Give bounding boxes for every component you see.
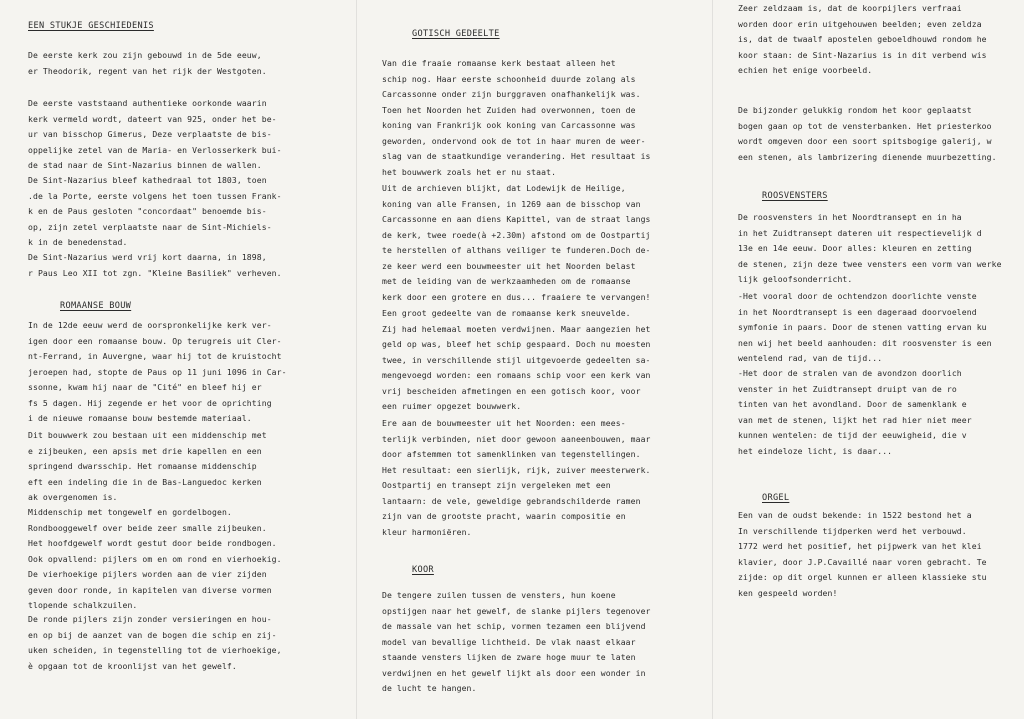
text-line: wentelend rad, van de tijd... [738,353,883,363]
text-line: k in de benedenstad. [28,237,128,247]
text-line: Middenschip met tongewelf en gordelbogen. [28,507,232,517]
text-line: bogen gaan op tot de vensterbanken. Het priesterkoo [738,120,992,131]
text-line: in het Noordtransept is een dageraad doorvoelend [738,306,977,317]
text-line: De tengere zuilen tussen de vensters, hun koene [382,590,616,600]
column-right [738,0,1024,719]
page-fold-1 [356,0,357,719]
text-line: schip nog. Haar eerste schoonheid duurde zolang als [382,73,636,84]
paragraph [28,612,282,674]
text-line: Rondbooggewelf over beide zeer smalle zijbeuken. [28,522,267,533]
text-line: model van bevallige lichtheid. De vlak naast elkaar [382,636,636,647]
text-line: ze keer werd een bouwmeester uit het Noorden belast [382,260,636,271]
text-line: In de 12de eeuw werd de oorspronkelijke kerk ver- [28,320,272,330]
text-line: .de la Porte, eerste volgens het toen tussen Frank- [28,190,282,201]
text-line: staande vensters lijken de zware hoge muur te laten [382,652,636,662]
text-line: het eindeloze licht, is daar... [738,445,893,456]
paragraph [382,306,651,415]
paragraph [382,416,651,478]
text-line: De Sint-Nazarius bleef kathedraal tot 1803, toen [28,175,267,185]
text-line: door afstemmen tot samenklinken van tegenstellingen. [382,449,641,459]
text-line: De eerste vaststaand authentieke oorkonde waarin [28,98,267,108]
text-line: geld op was, bleef het schip gespaard. Doch nu moesten [382,339,651,349]
heading-romaanse-bouw: ROMAANSE BOUW [60,301,132,311]
text-line: zijn van de grootste pracht, waarin compositie en [382,511,626,521]
heading-koor: KOOR [412,565,434,575]
text-line: koning van alle Fransen, in 1269 aan de bisschop van [382,198,641,209]
text-line: opstijgen naar het gewelf, de slanke pijlers tegenover [382,605,651,616]
text-line: nt-Ferrand, in Auvergne, waar hij tot de kruistocht [28,351,282,361]
paragraph [738,210,1002,288]
text-line: het bouwwerk zoals het er nu staat. [382,166,557,177]
text-line: geven door ronde, in kapitelen van diverse vormen [28,584,272,595]
paragraph [738,103,997,165]
text-line: ak overgenomen is. [28,492,118,502]
text-line: de kerk, twee roede(à +2.30m) afstond om de Oostpartij [382,229,651,240]
text-line: ssonne, kwam hij naar de "Cité" en bleef hij er [28,382,262,392]
text-line: en op bij de aanzet van de bogen die schip en zij- [28,629,277,640]
text-line: de stenen, zijn deze twee vensters een vorm van werke [738,258,1002,269]
text-line: -Het vooral door de ochtendzon doorlichte venste [738,291,977,301]
paragraph [382,588,651,697]
text-line: de lucht te hangen. [382,683,477,693]
text-line: oppelijke zetel van de Maria- en Verlosserkerk bui- [28,144,282,155]
text-line: in het Zuidtransept dateren uit respectievelijk d [738,227,982,238]
text-line: fs 5 dagen. Hij zegende er het voor de oprichting [28,397,272,408]
text-line: Het resultaat: een sierlijk, rijk, zuiver meesterwerk. [382,464,651,475]
paragraph [382,181,651,305]
text-line: i de nieuwe romaanse bouw bestemde materiaal. [28,413,252,423]
text-line: een stenen, als lambrizering dienende muurbezetting. [738,151,997,162]
paragraph [738,289,992,367]
paragraph [738,508,987,601]
text-line: lantaarn: de vele, geweldige gebrandschilderde ramen [382,495,641,506]
text-line: Ook opvallend: pijlers om en om rond en vierhoekig. [28,553,282,564]
heading-geschiedenis: EEN STUKJE GESCHIEDENIS [28,21,154,31]
text-line: venster in het Zuidtransept druipt van de ro [738,383,957,394]
text-line: ur van bisschop Gimerus, Deze verplaatste de bis- [28,129,272,139]
paragraph [382,478,641,540]
text-line: wordt omgeven door een soort spitsbogige galerij, w [738,136,992,146]
text-line: De roosvensters in het Noordtransept en in ha [738,212,962,222]
paragraph [28,428,267,506]
text-line: met de leiding van de werkzaamheden om de romaanse [382,276,631,286]
text-line: k en de Paus gesloten "concordaat" benoemde bis- [28,206,267,216]
text-line: Carcassonne en aan diens Kapittel, van de straat langs [382,214,651,224]
text-line: kunnen wentelen: de tijd der eeuwigheid, die v [738,430,967,440]
paragraph [28,505,282,614]
text-line: de stad naar de Sint-Nazarius binnen de wallen. [28,160,262,170]
text-line: è opgaan tot de kroonlijst van het gewelf. [28,660,237,671]
text-line: Toen het Noorden het Zuiden had overwonnen, toen de [382,104,636,115]
column-left [28,0,328,719]
text-line: Ere aan de bouwmeester uit het Noorden: een mees- [382,418,626,428]
text-line: Een van de oudst bekende: in 1522 bestond het a [738,510,972,520]
text-line: Het hoofdgewelf wordt gestut door beide rondbogen. [28,538,277,548]
heading-roosvensters: ROOSVENSTERS [762,191,828,201]
text-line: eft een indeling die in de Bas-Languedoc kerken [28,476,262,487]
text-line: koor staan: de Sint-Nazarius is in dit verbend wis [738,49,987,60]
text-line: De eerste kerk zou zijn gebouwd in de 5de eeuw, [28,50,262,60]
paragraph [382,56,651,180]
text-line: 13e en 14e eeuw. Door alles: kleuren en zetting [738,243,972,253]
text-line: op, zijn zetel verplaatste naar de Sint-Michiels- [28,221,272,232]
paragraph [738,366,972,459]
text-line: symfonie in paars. Door de stenen vatting ervan ku [738,322,987,332]
text-line: koning van Frankrijk ook koning van Carcassonne was [382,120,636,130]
text-line: e zijbeuken, een apsis met drie kapellen en een [28,445,262,456]
text-line: -Het door de stralen van de avondzon doorlich [738,368,962,378]
text-line: springend dwarsschip. Het romaanse middenschip [28,461,257,471]
text-line: Uit de archieven blijkt, dat Lodewijk de Heilige, [382,183,626,193]
paragraph [738,1,987,79]
text-line: In verschillende tijdperken werd het verbouwd. [738,525,967,536]
text-line: nen wij het beeld aanhouden: dit roosvenster is een [738,337,992,348]
text-line: De ronde pijlers zijn zonder versieringen en hou- [28,614,272,624]
heading-orgel: ORGEL [762,493,790,503]
text-line: te herstellen of althans veiliger te funderen.Doch de- [382,245,651,255]
text-line: Een groot gedeelte van de romaanse kerk sneuvelde. [382,308,631,318]
text-line: r Paus Leo XII tot zgn. "Kleine Basiliek" verheven. [28,267,282,278]
text-line: de massale van het schip, vormen tezamen een blijvend [382,621,646,631]
text-line: is, dat de twaalf apostelen geboeldhouwd rondom he [738,34,987,44]
text-line: De vierhoekige pijlers worden aan de vier zijden [28,569,267,579]
heading-gotisch-gedeelte: GOTISCH GEDEELTE [412,29,500,39]
paragraph [28,318,287,427]
text-line: vrij bescheiden afmetingen en een gotisch koor, voor [382,385,641,396]
text-line: Van die fraaie romaanse kerk bestaat alleen het [382,58,616,68]
text-line: twee, in verschillende stijl uitgevoerde gedeelten sa- [382,354,651,365]
text-line: igen door een romaanse bouw. Op terugreis uit Cler- [28,335,282,346]
text-line: worden door erin uitgehouwen beelden; even zeldza [738,18,982,29]
text-line: kerk door een grotere en dus... fraaiere te vervangen! [382,291,651,302]
text-line: 1772 werd het positief, het pijpwerk van het klei [738,541,982,551]
paragraph [28,48,267,79]
text-line: De Sint-Nazarius werd vrij kort daarna, in 1898, [28,252,267,262]
text-line: kerk vermeld wordt, dateert van 925, onder het be- [28,113,277,124]
paragraph [28,96,282,174]
column-middle [382,0,678,719]
text-line: tlopende schalkzuilen. [28,600,138,610]
text-line: lijk geloofsonderricht. [738,274,853,284]
text-line: geworden, ondervond ook de tot in haar muren de weer- [382,135,646,146]
text-line: slag van de staatkundige verandering. Het resultaat is [382,151,651,161]
text-line: Zij had helemaal moeten verdwijnen. Maar aangezien het [382,323,651,334]
text-line: verdwijnen en het gewelf lijkt als door een wonder in [382,667,646,678]
text-line: jeroepen had, stopte de Paus op 11 juni 1096 in Car- [28,366,287,377]
text-line: zijde: op dit orgel kunnen er alleen klassieke stu [738,572,987,582]
text-line: ken gespeeld worden! [738,587,838,598]
paragraph [28,250,282,281]
text-line: klavier, door J.P.Cavaillé naar voren gebracht. Te [738,556,987,567]
text-line: Dit bouwwerk zou bestaan uit een middenschip met [28,430,267,440]
text-line: echien het enige voorbeeld. [738,65,873,75]
paragraph [28,173,282,251]
text-line: Carcassonne onder zijn burggraven onafhankelijk was. [382,89,641,99]
text-line: Oostpartij en transept zijn vergeleken met een [382,480,611,490]
text-line: uken scheiden, in tegenstelling tot de vierhoekige, [28,645,282,655]
text-line: mengevoegd worden: een romaans schip voor een kerk van [382,370,651,380]
text-line: er Theodorik, regent van het rijk der Westgoten. [28,65,267,76]
text-line: Zeer zeldzaam is, dat de koorpijlers verfraai [738,3,962,13]
text-line: kleur harmoniëren. [382,526,472,537]
text-line: terlijk verbinden, niet door gewoon aaneenbouwen, maar [382,433,651,444]
text-line: De bijzonder gelukkig rondom het koor geplaatst [738,105,972,115]
text-line: tinten van het avondland. Door de samenklank e [738,399,967,409]
page-fold-2 [712,0,713,719]
text-line: van met de stenen, lijkt het rad hier niet meer [738,414,972,425]
text-line: een ruimer opgezet bouwwerk. [382,401,522,411]
